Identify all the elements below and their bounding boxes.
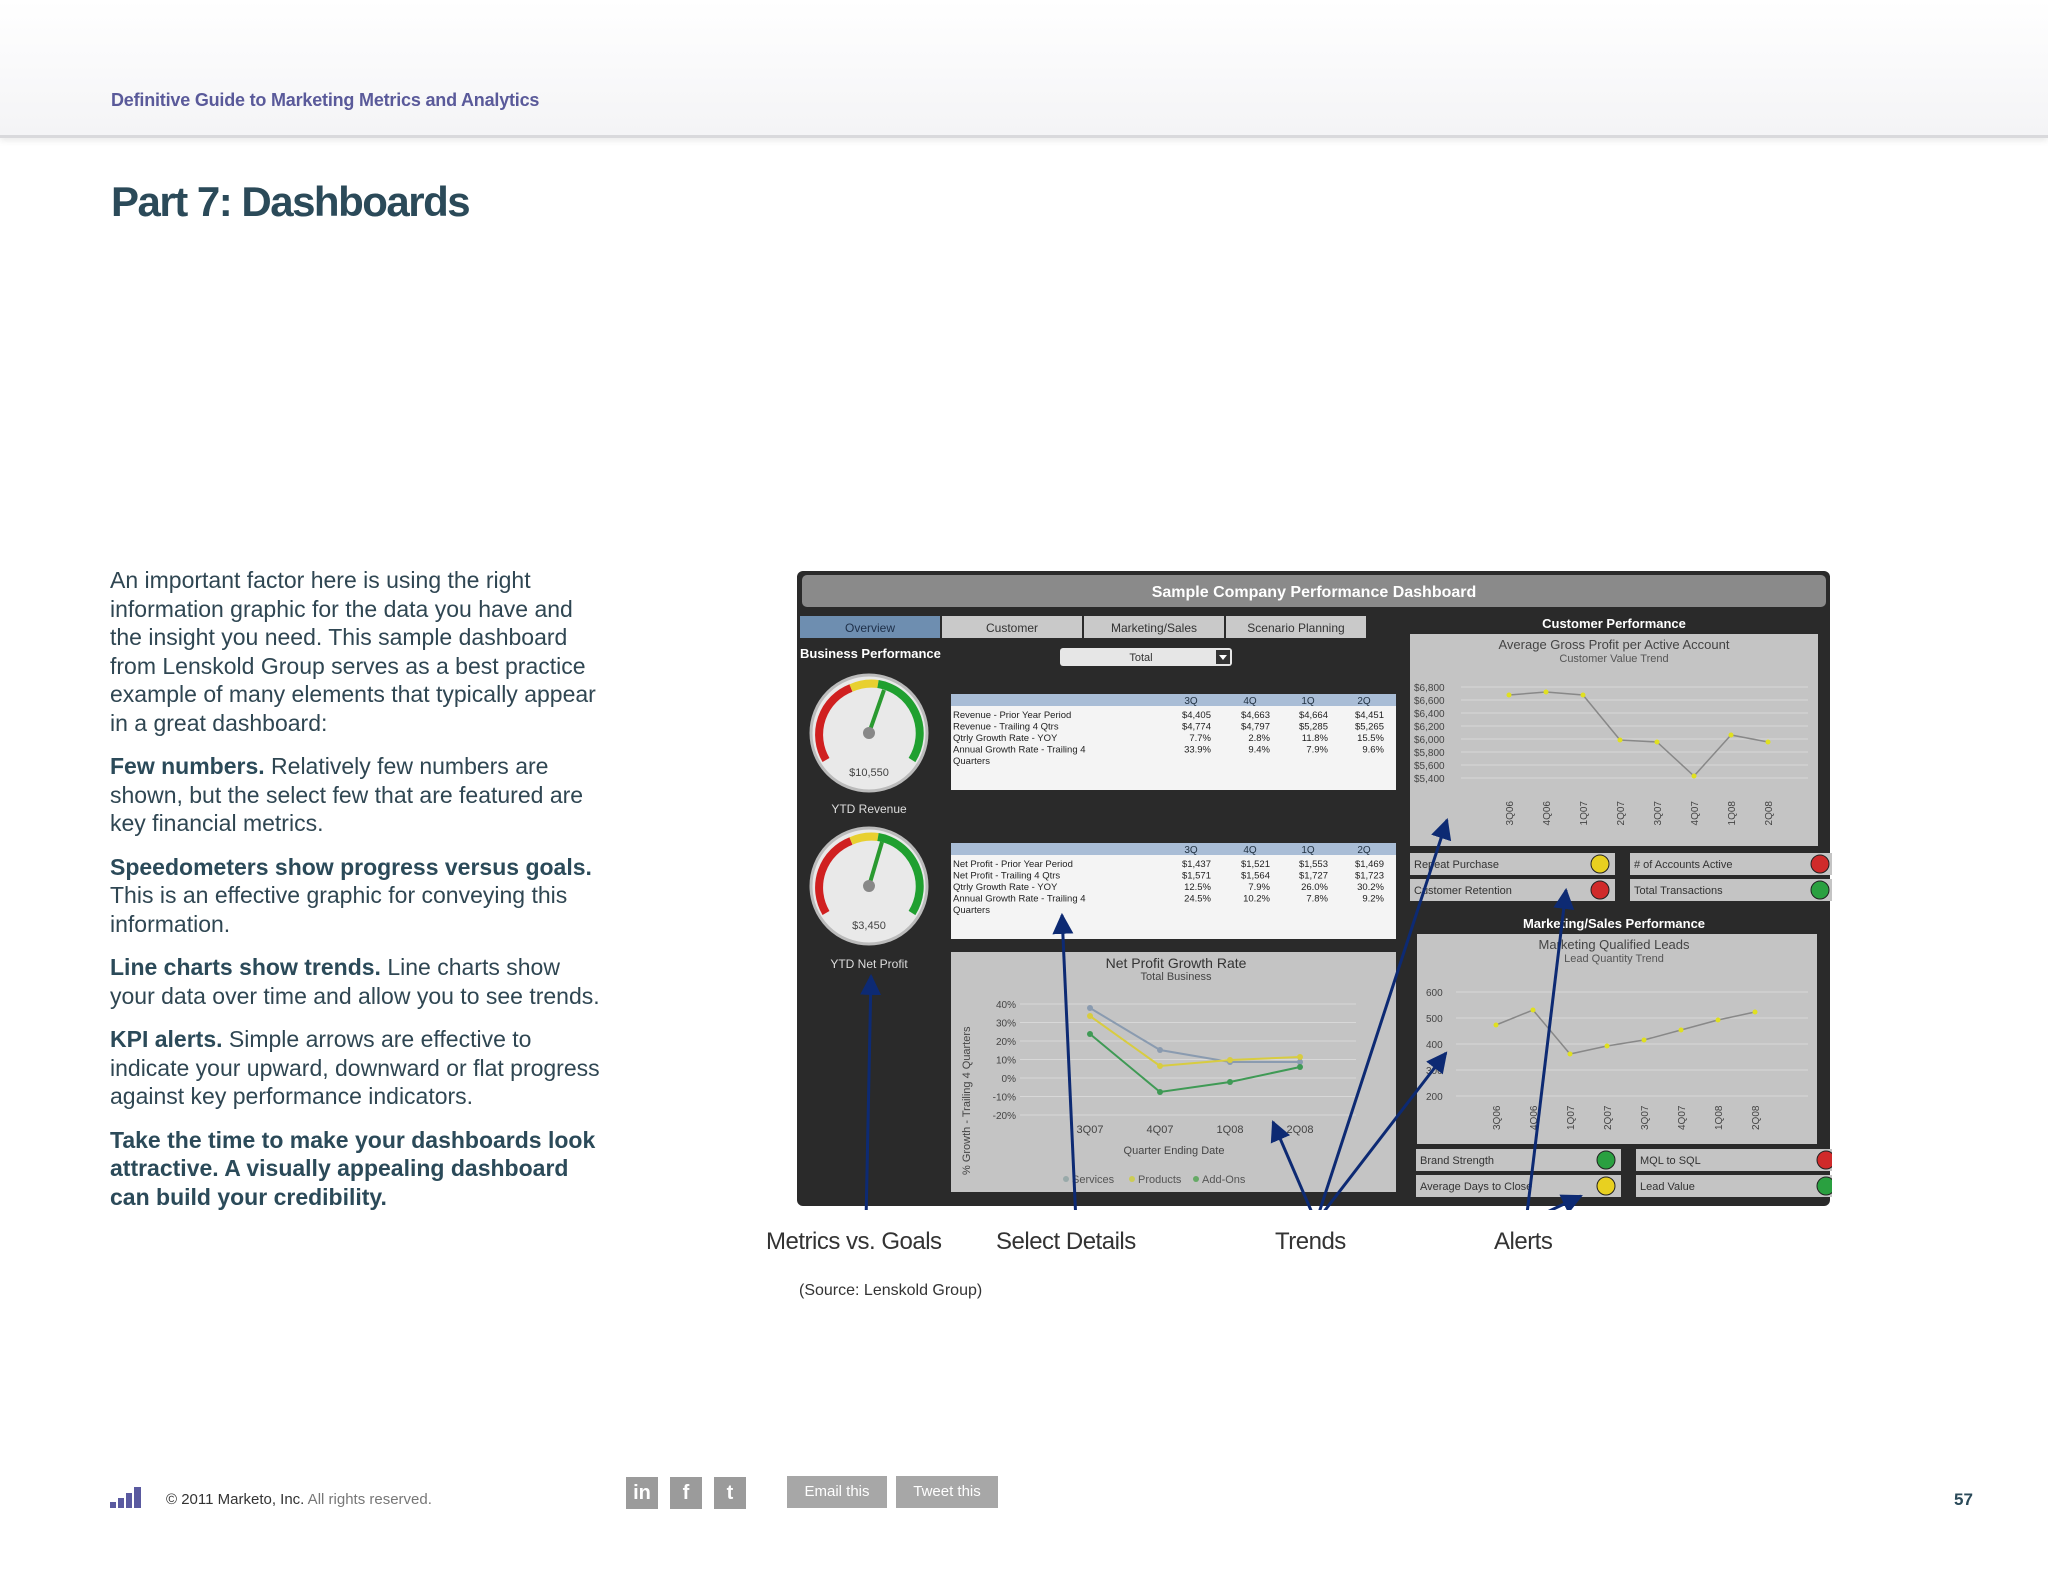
net-profit-legend (1063, 1174, 1246, 1186)
table-cell: 10.2% (1243, 893, 1270, 905)
net-profit-chart-xlabel: Quarter Ending Date (1123, 1145, 1225, 1157)
gauge-ytd-revenue-value: $10,550 (849, 767, 889, 779)
point-lead: Take the time to make your dashboards look attractive. A visually appealing dashboard can build your credibility. (110, 1126, 596, 1210)
copyright-rest: All rights reserved. (304, 1491, 432, 1508)
alert-down-icon (1811, 855, 1829, 873)
x-tick-label: 1Q08 (1714, 1105, 1725, 1130)
alert-flat-icon (1591, 855, 1609, 873)
point-lead: Line charts show trends. (110, 954, 381, 980)
point-text: Relatively few numbers are shown, but the select few that are featured are key financial metrics. (110, 753, 584, 836)
marketing-chart-subtitle: Lead Quantity Trend (1564, 953, 1664, 965)
twitter-icon[interactable]: t (714, 1477, 746, 1509)
x-tick-label: 3Q07 (1076, 1124, 1104, 1136)
y-tick-label: $5,800 (1414, 748, 1445, 759)
table-cell: 33.9% (1184, 744, 1211, 756)
table-cell: $1,553 (1298, 859, 1328, 870)
gauge-ytd-revenue-label: YTD Revenue (831, 802, 907, 816)
alert-up-icon (1597, 1151, 1615, 1169)
tab-marketing-sales-label: Marketing/Sales (1110, 621, 1198, 635)
table-row-label: Annual Growth Rate - Trailing 4 (953, 744, 1086, 756)
table-cell: 7.8% (1306, 893, 1328, 905)
annotation-alerts: Alerts (1494, 1228, 1553, 1255)
data-point (1494, 1023, 1499, 1028)
table-cell: 11.8% (1301, 733, 1328, 744)
data-point (1618, 738, 1623, 743)
data-point (1692, 774, 1697, 779)
data-point (1227, 1079, 1233, 1085)
table-header-cell: 1Q (1301, 845, 1315, 856)
annotation-trends: Trends (1275, 1228, 1346, 1255)
x-tick-label: 2Q07 (1616, 801, 1627, 826)
x-tick-label: 4Q06 (1542, 801, 1553, 826)
table-cell: $5,265 (1354, 721, 1384, 733)
alert-label: Customer Retention (1414, 885, 1512, 897)
point-lead: Few numbers. (110, 753, 265, 779)
x-tick-label: 1Q07 (1566, 1105, 1577, 1130)
data-point (1544, 690, 1549, 695)
data-point (1679, 1028, 1684, 1033)
y-tick-label: 500 (1426, 1014, 1443, 1025)
intro-paragraph: An important factor here is using the right information graphic for the data you have and the insight you need. This sample dashboard from Lenskold Group serves as a best practice example of many elements that typically appear in a great dashboard: (110, 567, 596, 736)
table-cell: $1,723 (1354, 870, 1384, 882)
y-tick-label: 400 (1426, 1040, 1443, 1051)
y-tick-label: $6,600 (1414, 696, 1445, 707)
net-profit-chart-subtitle: Total Business (1140, 971, 1212, 983)
linkedin-icon[interactable]: in (626, 1477, 658, 1509)
table-cell: 9.4% (1248, 744, 1270, 756)
x-tick-label: 3Q07 (1640, 1105, 1651, 1130)
dashboard-figure (796, 570, 1832, 1210)
x-tick-label: 2Q08 (1764, 801, 1775, 826)
data-point (1157, 1089, 1163, 1095)
annotation-metrics-vs-goals: Metrics vs. Goals (766, 1228, 942, 1255)
table-cell: $4,797 (1240, 721, 1270, 733)
annotation-select-details: Select Details (996, 1228, 1136, 1255)
table-row-label: Qtrly Growth Rate - YOY (953, 882, 1058, 893)
table-header-cell: 4Q (1243, 696, 1257, 707)
gauge-ytd-net-profit-label: YTD Net Profit (830, 957, 908, 971)
alert-label: Average Days to Close (1420, 1181, 1533, 1193)
table-cell: 12.5% (1184, 882, 1211, 893)
marketo-logo (110, 1486, 150, 1510)
table-cell: 7.7% (1189, 733, 1211, 744)
legend-add-ons: Add-Ons (1202, 1174, 1246, 1186)
gauge-ytd-net-profit-value: $3,450 (852, 920, 886, 932)
alert-down-icon (1591, 881, 1609, 899)
table-cell: 7.9% (1248, 882, 1270, 893)
x-tick-label: 4Q06 (1529, 1105, 1540, 1130)
y-tick-label: 20% (995, 1037, 1016, 1048)
y-tick-label: -10% (992, 1092, 1016, 1104)
alert-label: Repeat Purchase (1414, 859, 1499, 871)
x-tick-label: 4Q07 (1146, 1124, 1174, 1136)
data-point (1507, 693, 1512, 698)
table-cell: $4,774 (1181, 721, 1211, 733)
net-profit-chart-title: Net Profit Growth Rate (1105, 955, 1247, 971)
data-point (1753, 1010, 1758, 1015)
dashboard-title: Sample Company Performance Dashboard (1151, 584, 1477, 601)
x-tick-label: 1Q08 (1727, 801, 1738, 826)
y-tick-label: 30% (995, 1018, 1016, 1030)
point-attractive (110, 1126, 600, 1212)
y-tick-label: $5,400 (1414, 774, 1445, 785)
data-point (1605, 1044, 1610, 1049)
data-point (1157, 1063, 1163, 1069)
page-title: Part 7: Dashboards (111, 178, 470, 225)
table-row-label: Quarters (953, 905, 990, 916)
table-header-cell: 2Q (1357, 696, 1371, 707)
revenue-table (951, 694, 1396, 790)
annotation-labels (766, 1225, 1666, 1265)
table-row-label: Qtrly Growth Rate - YOY (953, 733, 1058, 744)
alert-label: # of Accounts Active (1634, 859, 1733, 871)
x-tick-label: 3Q06 (1505, 801, 1516, 826)
table-header-cell: 1Q (1301, 696, 1315, 707)
net-profit-table (951, 843, 1396, 939)
table-cell: $1,727 (1298, 870, 1328, 882)
y-tick-label: $5,600 (1414, 761, 1445, 772)
point-kpi-alerts (110, 1025, 600, 1111)
alert-label: Brand Strength (1420, 1155, 1494, 1167)
dashboard (796, 570, 1832, 1210)
table-cell: 9.6% (1362, 744, 1384, 756)
table-cell: 7.9% (1306, 744, 1328, 756)
point-speedometers (110, 853, 600, 939)
body-text (110, 566, 600, 1226)
y-tick-label: -20% (992, 1111, 1016, 1122)
table-header-cell: 3Q (1184, 845, 1198, 856)
point-line-charts (110, 953, 600, 1010)
document-title: Definitive Guide to Marketing Metrics and Analytics (111, 90, 540, 110)
data-point (1729, 733, 1734, 738)
table-cell: 15.5% (1357, 733, 1384, 744)
net-profit-chart-ylabel: % Growth - Trailing 4 Quarters (961, 1026, 973, 1175)
y-tick-label: 40% (995, 1000, 1016, 1011)
data-point (1087, 1013, 1093, 1019)
alert-down-icon (1817, 1151, 1832, 1169)
table-cell: 2.8% (1248, 733, 1270, 744)
table-row-label: Net Profit - Prior Year Period (953, 859, 1073, 870)
y-tick-label: $6,000 (1414, 735, 1445, 746)
table-cell: 26.0% (1301, 882, 1328, 893)
table-row-label: Revenue - Prior Year Period (953, 710, 1072, 721)
y-tick-label: 10% (995, 1055, 1016, 1067)
point-text: Simple arrows are effective to indicate your upward, downward or flat progress against key performance indicators. (110, 1026, 600, 1109)
table-cell: 30.2% (1357, 882, 1384, 893)
filter-dropdown-value: Total (1129, 652, 1153, 664)
gauge-ytd-net-profit (811, 828, 927, 944)
data-point (1655, 740, 1660, 745)
alert-flat-icon (1597, 1177, 1615, 1195)
customer-performance-heading: Customer Performance (1542, 616, 1686, 631)
point-text: Line charts show your data over time and allow you to see trends. (110, 954, 600, 1009)
x-tick-label: 4Q07 (1677, 1105, 1688, 1130)
table-header-cell: 3Q (1184, 696, 1198, 707)
y-tick-label: 200 (1426, 1092, 1443, 1103)
email-this-button[interactable]: Email this (787, 1476, 887, 1508)
y-tick-label: $6,200 (1414, 722, 1445, 733)
data-point (1581, 693, 1586, 698)
y-tick-label: 0% (1001, 1074, 1016, 1085)
table-header-cell: 4Q (1243, 845, 1257, 856)
data-point (1297, 1054, 1303, 1060)
section-business-performance: Business Performance (800, 646, 941, 661)
alert-up-icon (1817, 1177, 1832, 1195)
table-cell: 9.2% (1362, 893, 1384, 905)
y-tick-label: $6,400 (1414, 709, 1445, 720)
alert-label: Total Transactions (1634, 885, 1723, 897)
alert-label: MQL to SQL (1640, 1155, 1701, 1167)
tab-overview-label: Overview (844, 621, 896, 635)
facebook-icon[interactable]: f (670, 1477, 702, 1509)
data-point (1297, 1064, 1303, 1070)
data-point (1766, 740, 1771, 745)
data-point (1157, 1047, 1163, 1053)
customer-chart-subtitle: Customer Value Trend (1559, 653, 1669, 665)
x-tick-label: 3Q06 (1492, 1105, 1503, 1130)
table-cell: $1,437 (1181, 859, 1211, 870)
data-point (1227, 1057, 1233, 1063)
data-point (1087, 1031, 1093, 1037)
gauge-ytd-revenue (811, 675, 927, 791)
table-row-label: Quarters (953, 756, 990, 767)
legend-products: Products (1138, 1174, 1182, 1186)
x-tick-label: 3Q07 (1653, 801, 1664, 826)
y-tick-label: 300 (1426, 1066, 1443, 1077)
tab-scenario-label: Scenario Planning (1247, 621, 1345, 635)
tweet-this-button[interactable]: Tweet this (896, 1476, 998, 1508)
copyright-main: © 2011 Marketo, Inc. (166, 1491, 305, 1508)
table-cell: $1,521 (1240, 859, 1270, 870)
marketing-performance-heading: Marketing/Sales Performance (1522, 916, 1706, 931)
tab-customer-label: Customer (985, 621, 1039, 635)
y-tick-label: $6,800 (1414, 683, 1445, 694)
point-lead: Speedometers show progress versus goals. (110, 853, 592, 880)
marketing-chart-title: Marketing Qualified Leads (1538, 937, 1690, 952)
table-cell: 24.5% (1184, 893, 1211, 905)
copyright (166, 1491, 432, 1508)
page-number: 57 (1954, 1490, 1973, 1509)
data-point (1568, 1052, 1573, 1057)
table-cell: $4,664 (1298, 710, 1328, 721)
legend-services: Services (1072, 1174, 1115, 1186)
table-cell: $1,564 (1240, 870, 1270, 882)
x-tick-label: 1Q08 (1216, 1124, 1244, 1136)
x-tick-label: 1Q07 (1579, 801, 1590, 826)
table-row-label: Net Profit - Trailing 4 Qtrs (953, 870, 1061, 882)
table-cell: $1,469 (1354, 859, 1384, 870)
page-header (0, 0, 2048, 138)
y-tick-label: 600 (1426, 988, 1443, 999)
table-cell: $5,285 (1298, 721, 1328, 733)
point-text: This is an effective graphic for conveying this information. (110, 882, 568, 937)
customer-chart-title: Average Gross Profit per Active Account (1498, 637, 1730, 652)
x-tick-label: 4Q07 (1690, 801, 1701, 826)
point-few-numbers (110, 752, 600, 838)
alert-label: Lead Value (1640, 1181, 1695, 1193)
table-cell: $4,405 (1181, 710, 1211, 721)
table-row-label: Annual Growth Rate - Trailing 4 (953, 893, 1086, 905)
table-cell: $4,663 (1240, 710, 1270, 721)
x-tick-label: 2Q08 (1286, 1124, 1314, 1136)
table-cell: $4,451 (1354, 710, 1384, 721)
x-tick-label: 2Q08 (1751, 1105, 1762, 1130)
data-point (1642, 1038, 1647, 1043)
data-point (1531, 1008, 1536, 1013)
data-point (1087, 1005, 1093, 1011)
x-tick-label: 2Q07 (1603, 1105, 1614, 1130)
table-header-bg (951, 843, 1396, 855)
table-header-bg (951, 694, 1396, 706)
table-header-cell: 2Q (1357, 845, 1371, 856)
point-lead: KPI alerts. (110, 1026, 223, 1052)
alert-up-icon (1811, 881, 1829, 899)
data-point (1716, 1018, 1721, 1023)
table-cell: $1,571 (1181, 870, 1211, 882)
table-row-label: Revenue - Trailing 4 Qtrs (953, 721, 1059, 733)
source-caption: (Source: Lenskold Group) (799, 1282, 983, 1299)
